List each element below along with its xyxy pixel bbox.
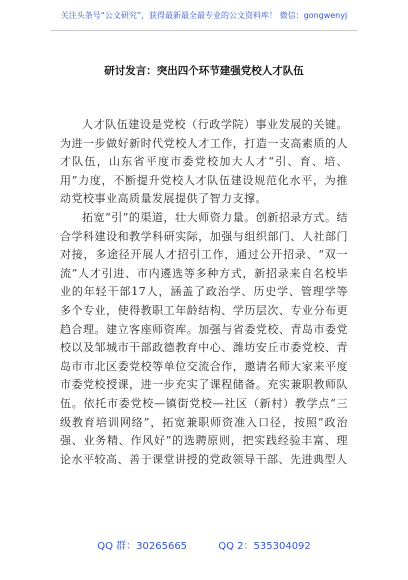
document-body xyxy=(60,116,348,469)
document-title: 研讨发言：突出四个环节建强党校人才队伍 xyxy=(104,65,304,77)
footer-qq-group: QQ 群：30265665 xyxy=(97,541,188,552)
footer-qq-number: QQ 2：535304092 xyxy=(218,541,311,552)
header-divider xyxy=(50,30,358,31)
footer-contact xyxy=(0,537,408,552)
header-banner: 关注头条号“公文研究”，获得最新最全最专业的公文资料库！ 微信：gongwenyj xyxy=(60,11,348,20)
body-paragraph-recruitment: 拓宽“引”的渠道，壮大师资力量。创新招录方式。结合学科建设和教学科研实际，加强与组织部门、人社部门对接，多途径开展人才招引工作，通过公开招录、“双一流”人才引进、市内遴选等多种方式，新招录来自名校毕业的年轻干部17人，涵盖了政治学、历史学、管理学等多个专业，使得教职工年龄结构、学历层次、专业分布更趋合理。建立客座师资库。加强与省委党校、青岛市委党校以及邹城市干部政德教育中心、潍坊安丘市委党校、青岛市市北区委党校等单位交流合作，邀请名师大家来平度市委党校授课，进一步充实了课程储备。充实兼职教师队伍。依托市委党校—镇街党校—社区（新村）教学点“三级教育培训网络”，拓宽兼职师资准入口径，按照“政治强、业务精、作风好”的选聘原则，把实践经验丰富、理论水平较高、善于课堂讲授的党政领导干部、先进典型人 xyxy=(60,210,348,466)
body-paragraph-intro: 人才队伍建设是党校（行政学院）事业发展的关键。为进一步做好新时代党校人才工作，打造一支高素质的人才队伍，山东省平度市委党校加大人才“引、育、培、用”力度，不断提升党校人才队伍建设规范化水平，为推动党校事业高质量发展提供了智力支撑。 xyxy=(60,118,348,206)
